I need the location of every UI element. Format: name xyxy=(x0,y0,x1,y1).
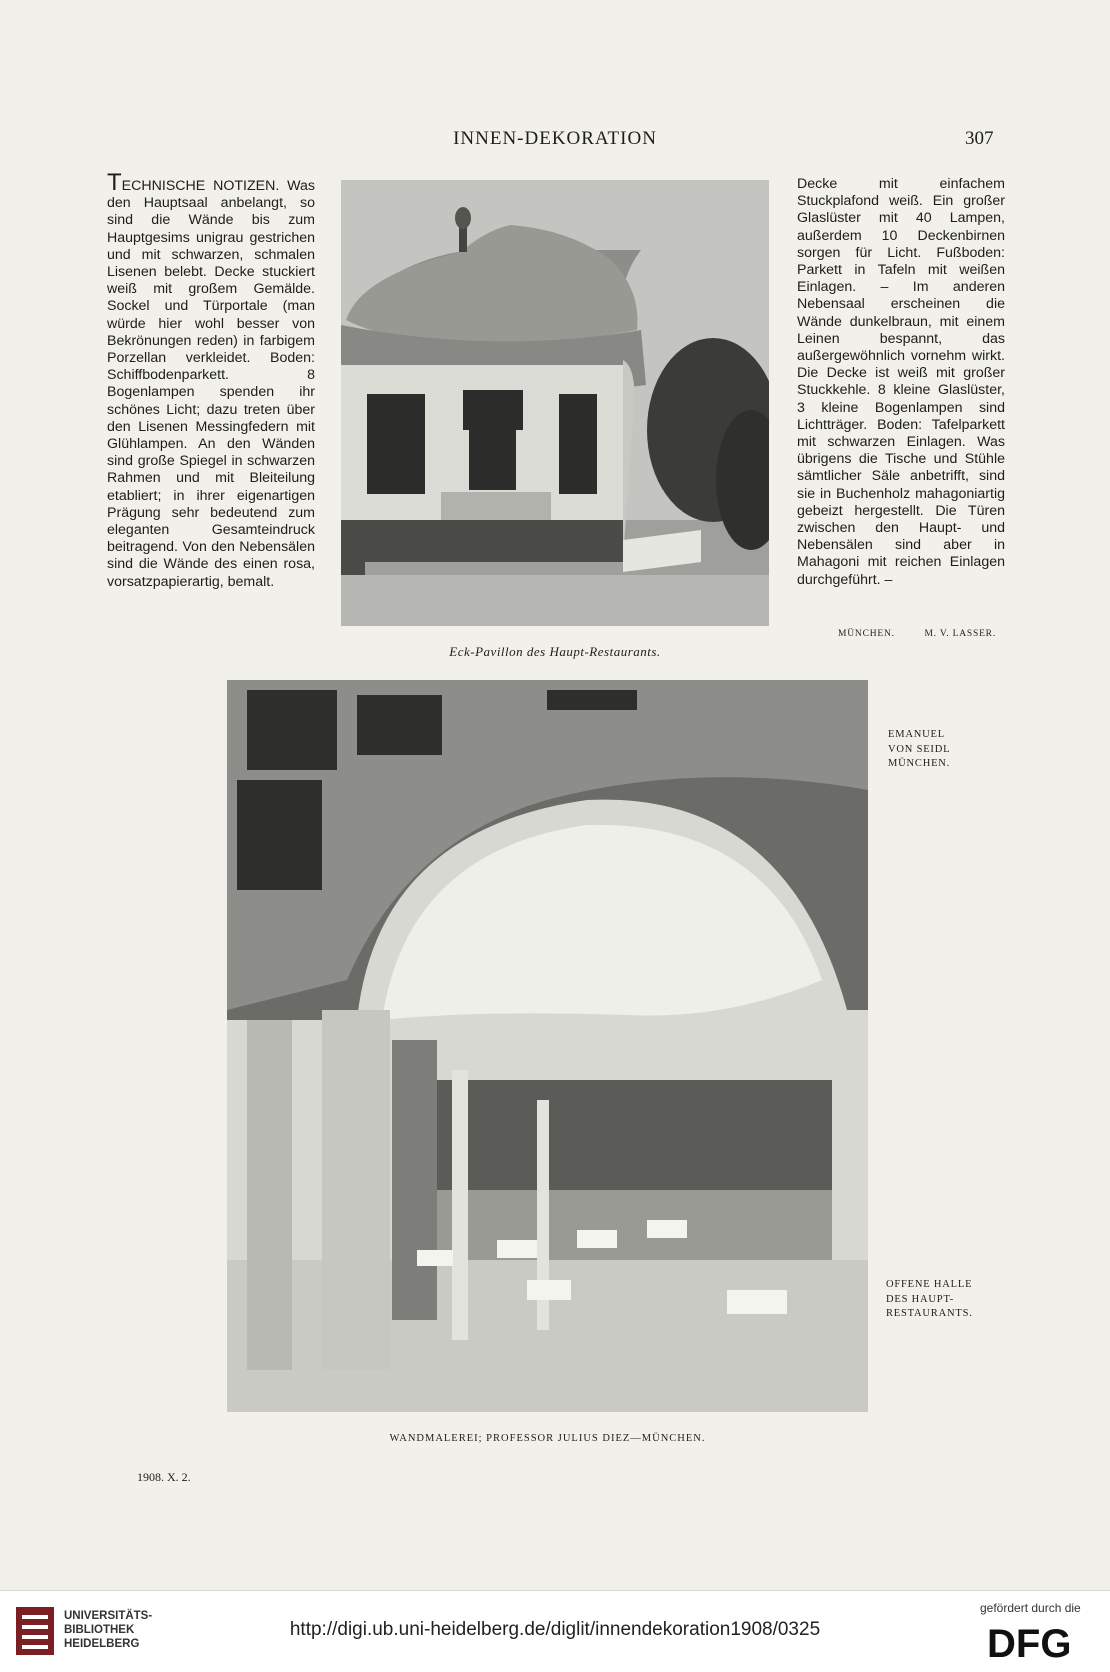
notes-paragraph xyxy=(107,169,315,591)
left-body-text: Was den Hauptsaal anbelangt, so sind die Wände bis zum Hauptgesims unigrau gestrichen und mit schwarzen, schmalen Lisenen belebt. Decke stuckiert weiß mit großem Gemälde. Sockel und Türportale (man würde hier wohl besser von Bekrönungen reden) in farbigem Porzellan verkleidet. Boden: Schiffbodenparkett. 8 Bogenlampen spenden ihr schönes Licht; dazu treten über den Lisenen Messingfedern mit Glühlampen. An den Wänden sind große Spiegel in schwarzen Rahmen und mit Bleiteilung etabliert; in ihrer eigenartigen Prägung sehr bedeutend zum eleganten Gesamteindruck beitragend. Von den Nebensälen sind die Wände des einen rosa, vorsatzpapierartig, bemalt. xyxy=(107,178,315,590)
signature-author: M. V. LASSER. xyxy=(924,629,996,639)
pavilion-photo xyxy=(341,180,769,626)
credit-line: EMANUEL xyxy=(888,729,945,740)
permalink-url[interactable]: http://digi.ub.uni-heidelberg.de/diglit/innendekoration1908/0325 xyxy=(289,1619,821,1640)
signature-place: MÜNCHEN. xyxy=(838,629,895,639)
hall-side-caption xyxy=(886,1278,973,1322)
right-body-text: Decke mit einfachem Stuckplafond weiß. Ein großer Glaslüster mit 40 Lampen, außerdem 10 Deckenbirnen sorgen für Licht. Fußboden: Parkett in Tafeln mit weißen Einlagen. – Im anderen Nebensaal erscheinen die Wände dunkelbraun, mit einem Leinen bespannt, das außergewöhnlich vornehm wirkt. Die Decke ist weiß mit großer Stuckkehle. 8 kleine Glaslüster, 3 kleine Bogenlampen sind Lichtträger. Boden: Tafelparkett mit schwarzen Einlagen. Was übrigens die Tische und Stühle sämtlicher Säle anbetrifft, sind sie in Buchenholz mahagoniartig gebeizt hergestellt. Die Türen zwischen den Haupt- und Nebensälen sind aber in Mahagoni mit reichen Einlagen durchgeführt. – xyxy=(797,176,1005,588)
caption-line: OFFENE HALLE xyxy=(886,1279,973,1290)
viewer-footer xyxy=(0,1590,1110,1672)
institution-line: UNIVERSITÄTS- xyxy=(64,1610,153,1622)
architect-credit xyxy=(888,728,950,772)
page-number: 307 xyxy=(965,128,994,149)
author-signature xyxy=(838,629,996,639)
dfg-logo-text: DFG xyxy=(987,1622,1072,1663)
running-header: INNEN-DEKORATION xyxy=(453,128,657,149)
institution-line: BIBLIOTHEK xyxy=(64,1624,135,1636)
credit-line: MÜNCHEN. xyxy=(888,758,951,769)
right-text-column xyxy=(797,176,1005,589)
pavilion-caption: Eck-Pavillon des Haupt-Restaurants. xyxy=(449,644,661,659)
caption-line: RESTAURANTS. xyxy=(886,1308,973,1319)
section-heading xyxy=(107,169,280,196)
hall-illustration xyxy=(227,680,868,1412)
hall-caption: WANDMALEREI; PROFESSOR JULIUS DIEZ—MÜNCHEN. xyxy=(389,1433,706,1444)
left-text-column xyxy=(107,169,315,591)
sponsor-text: gefördert durch die xyxy=(980,1601,1081,1615)
credit-line: VON SEIDL xyxy=(888,743,951,755)
dfg-logo-icon xyxy=(985,1619,1097,1663)
heading-text: ECHNISCHE NOTIZEN. xyxy=(121,178,280,194)
hall-photo xyxy=(227,680,868,1412)
pavilion-illustration xyxy=(341,180,769,626)
institution-line: HEIDELBERG xyxy=(64,1638,140,1650)
caption-line: DES HAUPT- xyxy=(886,1293,954,1305)
drop-cap: T xyxy=(107,169,122,196)
issue-footnote: 1908. X. 2. xyxy=(137,1470,191,1484)
